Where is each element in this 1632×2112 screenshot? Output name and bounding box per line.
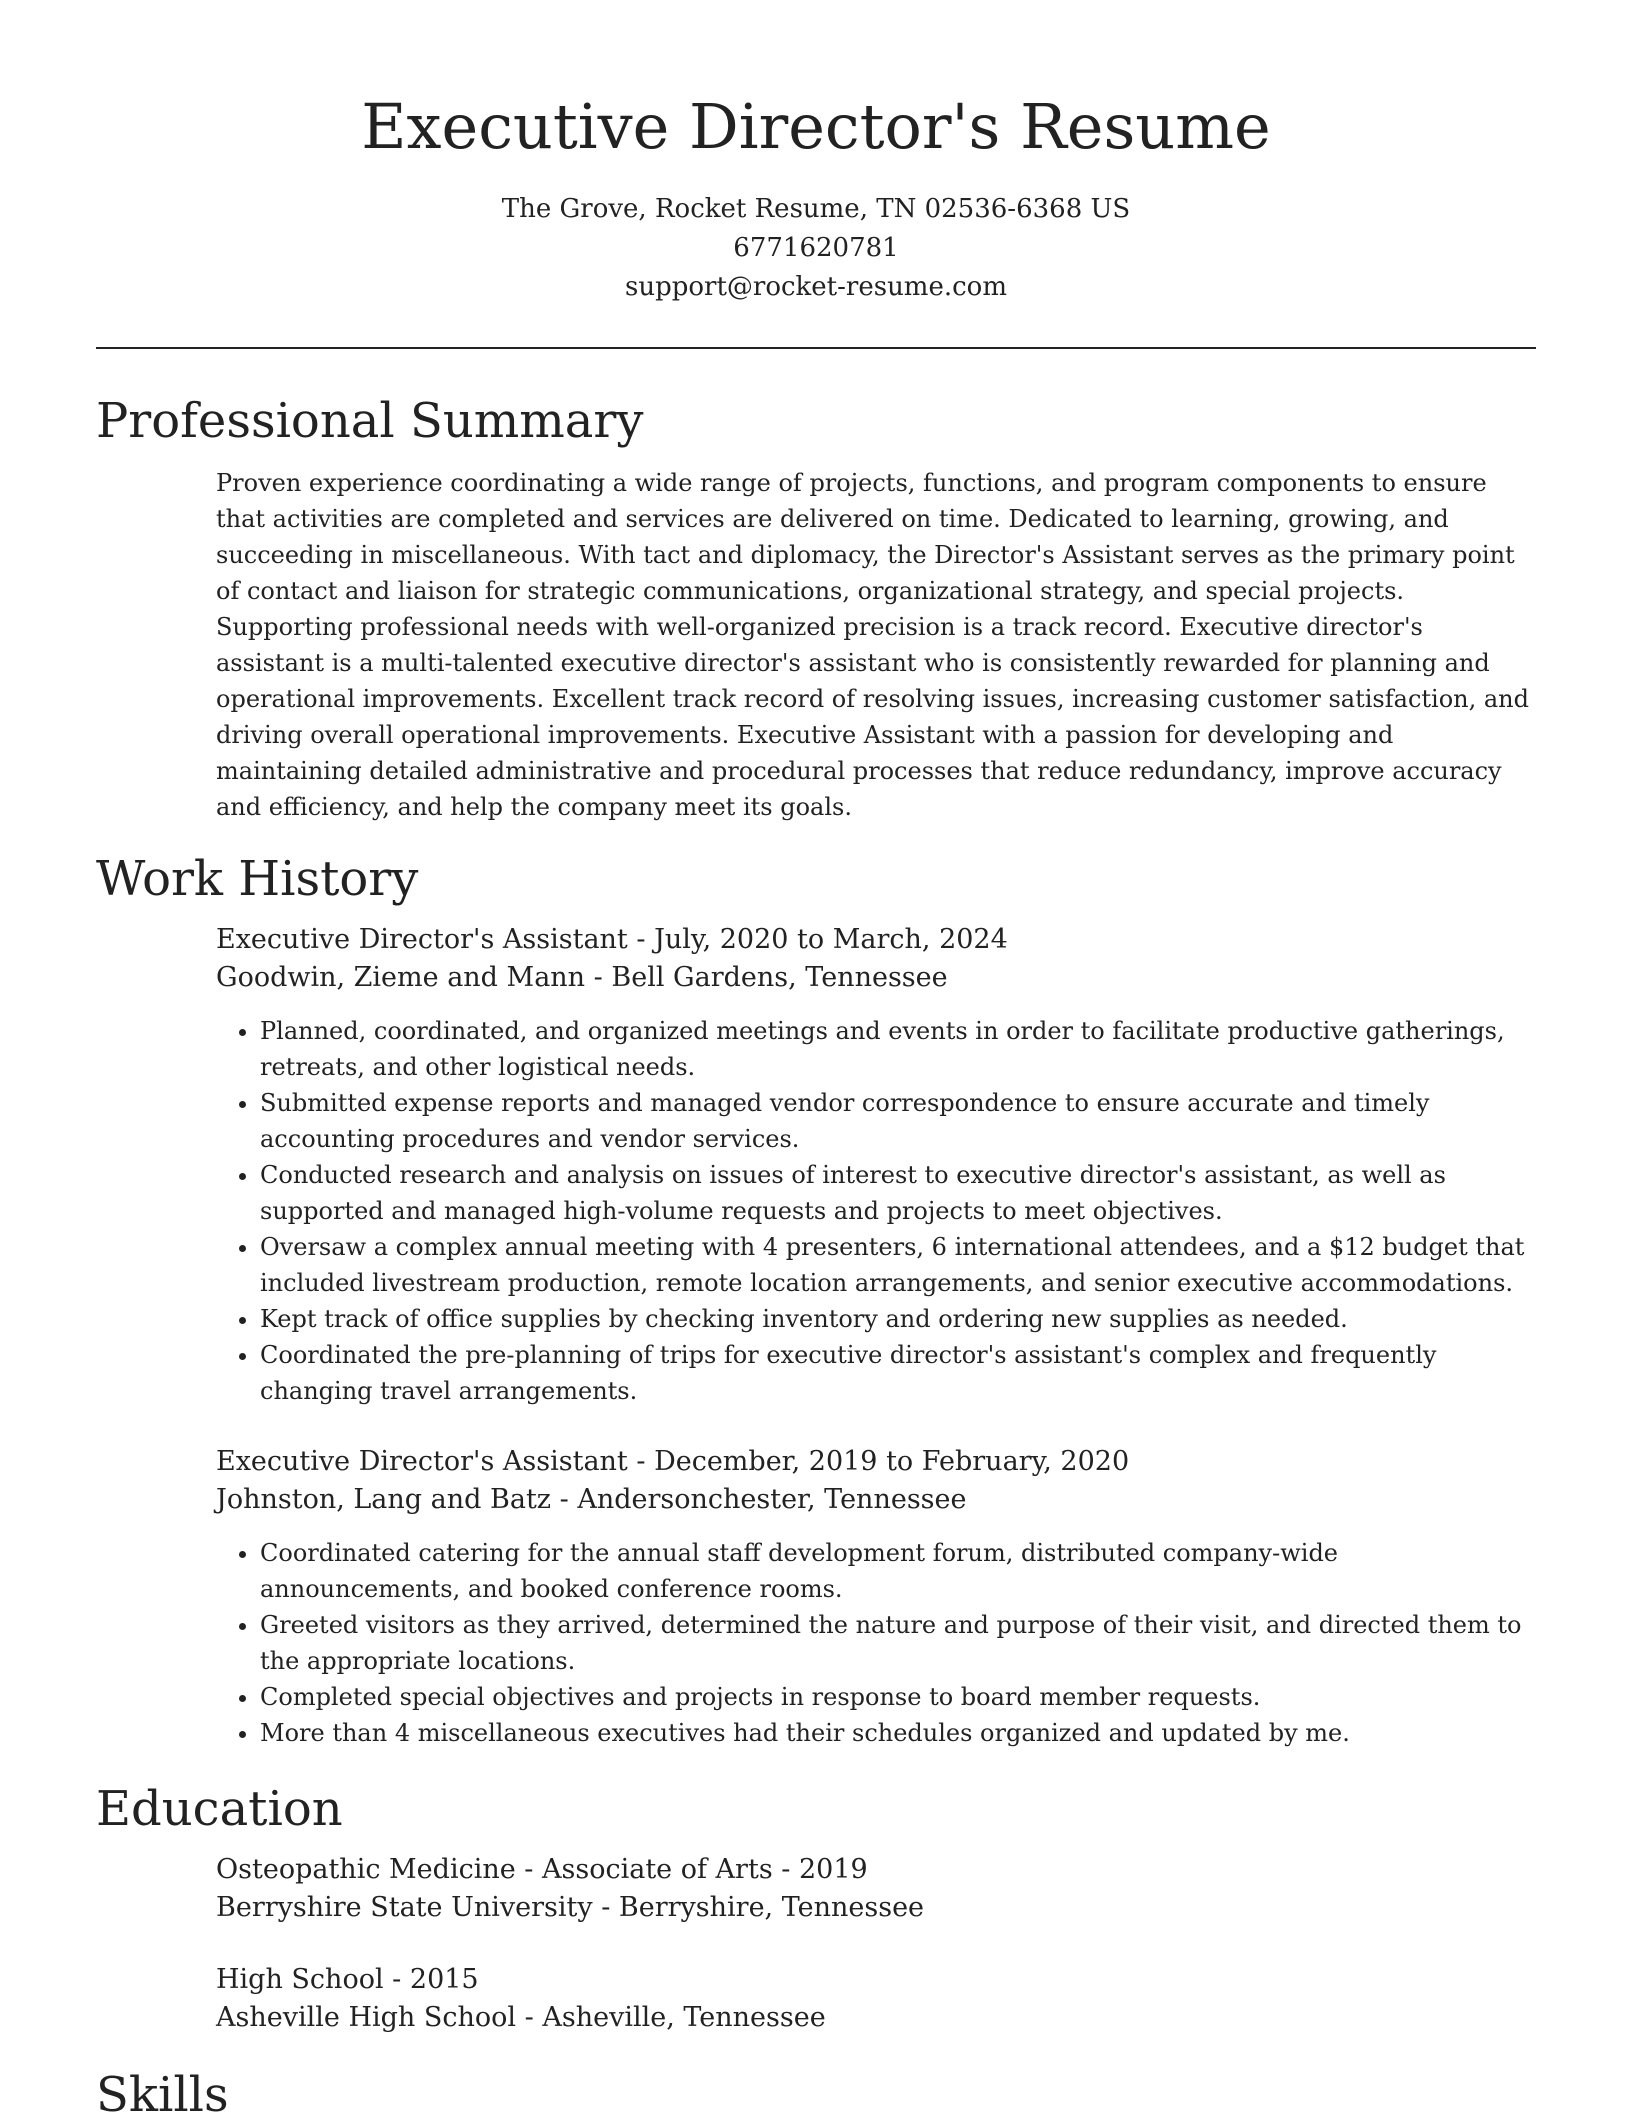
job-company: Johnston, Lang and Batz [216,1484,552,1515]
contact-phone: 6771620781 [733,233,899,263]
job-bullet: • Completed special objectives and projects in response to board member requests. [260,1679,1536,1715]
education-field: High School [216,1964,384,1995]
job-bullet: • Planned, coordinated, and organized meetings and events in order to facilitate productive gatherings, retreats, and other logistical needs. [260,1013,1536,1085]
job-title-line [216,921,1536,959]
education-heading: Education [96,1781,343,1837]
separator: - [772,1854,799,1885]
work-history-heading: Work History [96,851,419,907]
job-bullet: • Greeted visitors as they arrived, determined the nature and purpose of their visit, and directed them to the appropriate locations. [260,1607,1536,1679]
resume-page [96,0,1536,2112]
job-role: Executive Director's Assistant [216,924,628,955]
education-location: Berryshire, Tennessee [618,1892,925,1923]
work-history-section [216,921,1536,1751]
education-field: Osteopathic Medicine [216,1854,516,1885]
contact-email: support@rocket-resume.com [624,272,1007,302]
job-entry [216,1443,1536,1751]
separator: - [383,1964,410,1995]
summary-heading: Professional Summary [96,393,644,449]
skills-heading: Skills [96,2067,229,2112]
job-bullets [216,1013,1536,1409]
education-entry [216,1851,1536,1927]
job-dates: July, 2020 to March, 2024 [654,924,1008,955]
contact-address: The Grove, Rocket Resume, TN 02536-6368 US [501,194,1131,224]
job-bullet: • More than 4 miscellaneous executives had their schedules organized and updated by me. [260,1715,1536,1751]
job-bullet: • Oversaw a complex annual meeting with 4 presenters, 6 international attendees, and a $12 budget that included livestream production, remote location arrangements, and senior executive accommodations. [260,1229,1536,1301]
education-school-line [216,1999,1536,2037]
summary-text: Proven experience coordinating a wide range of projects, functions, and program components to ensure that activities are completed and services are delivered on time. Dedicated to learning, growing, and succeeding in miscellaneous. With tact and diplomacy, the Director's Assistant serves as the primary point of contact and liaison for strategic communications, organizational strategy, and special projects. Supporting professional needs with well-organized precision is a track record. Executive director's assistant is a multi-talented executive director's assistant who is consistently rewarded for planning and operational improvements. Excellent track record of resolving issues, increasing customer satisfaction, and driving overall operational improvements. Executive Assistant with a passion for developing and maintaining detailed administrative and procedural processes that reduce redundancy, improve accuracy and efficiency, and help the company meet its goals. [216,469,1529,821]
contact-block [96,190,1536,307]
education-year: 2015 [409,1964,479,1995]
job-location: Andersonchester, Tennessee [577,1484,967,1515]
education-degree: Associate of Arts [542,1854,773,1885]
job-location: Bell Gardens, Tennessee [611,962,948,993]
job-company: Goodwin, Zieme and Mann [216,962,586,993]
separator: - [627,1446,655,1477]
job-bullet: • Coordinated catering for the annual staff development forum, distributed company-wide announcements, and booked conference rooms. [260,1535,1536,1607]
separator: - [627,924,655,955]
job-company-line [216,1481,1536,1519]
education-school: Asheville High School [216,2002,517,2033]
summary-section [216,465,1536,825]
separator: - [515,1854,542,1885]
job-dates: December, 2019 to February, 2020 [654,1446,1130,1477]
job-bullet: • Conducted research and analysis on issues of interest to executive director's assistant, as well as supported and managed high-volume requests and projects to meet objectives. [260,1157,1536,1229]
separator: - [516,2002,543,2033]
education-year: 2019 [798,1854,868,1885]
job-role: Executive Director's Assistant [216,1446,628,1477]
separator: - [585,962,612,993]
resume-title: Executive Director's Resume [361,90,1271,163]
job-bullet: • Kept track of office supplies by checking inventory and ordering new supplies as needed. [260,1301,1536,1337]
education-degree-line [216,1851,1536,1889]
job-bullets [216,1535,1536,1751]
education-entry [216,1961,1536,2037]
job-entry [216,921,1536,1409]
education-section [216,1851,1536,2037]
education-location: Asheville, Tennessee [542,2002,826,2033]
education-school: Berryshire State University [216,1892,593,1923]
education-school-line [216,1889,1536,1927]
separator: - [551,1484,578,1515]
job-title-line [216,1443,1536,1481]
job-company-line [216,959,1536,997]
resume-header [96,0,1536,307]
job-bullet: • Coordinated the pre-planning of trips for executive director's assistant's complex and frequently changing travel arrangements. [260,1337,1536,1409]
header-divider [96,347,1536,349]
job-bullet: • Submitted expense reports and managed vendor correspondence to ensure accurate and timely accounting procedures and vendor services. [260,1085,1536,1157]
education-degree-line [216,1961,1536,1999]
separator: - [592,1892,619,1923]
